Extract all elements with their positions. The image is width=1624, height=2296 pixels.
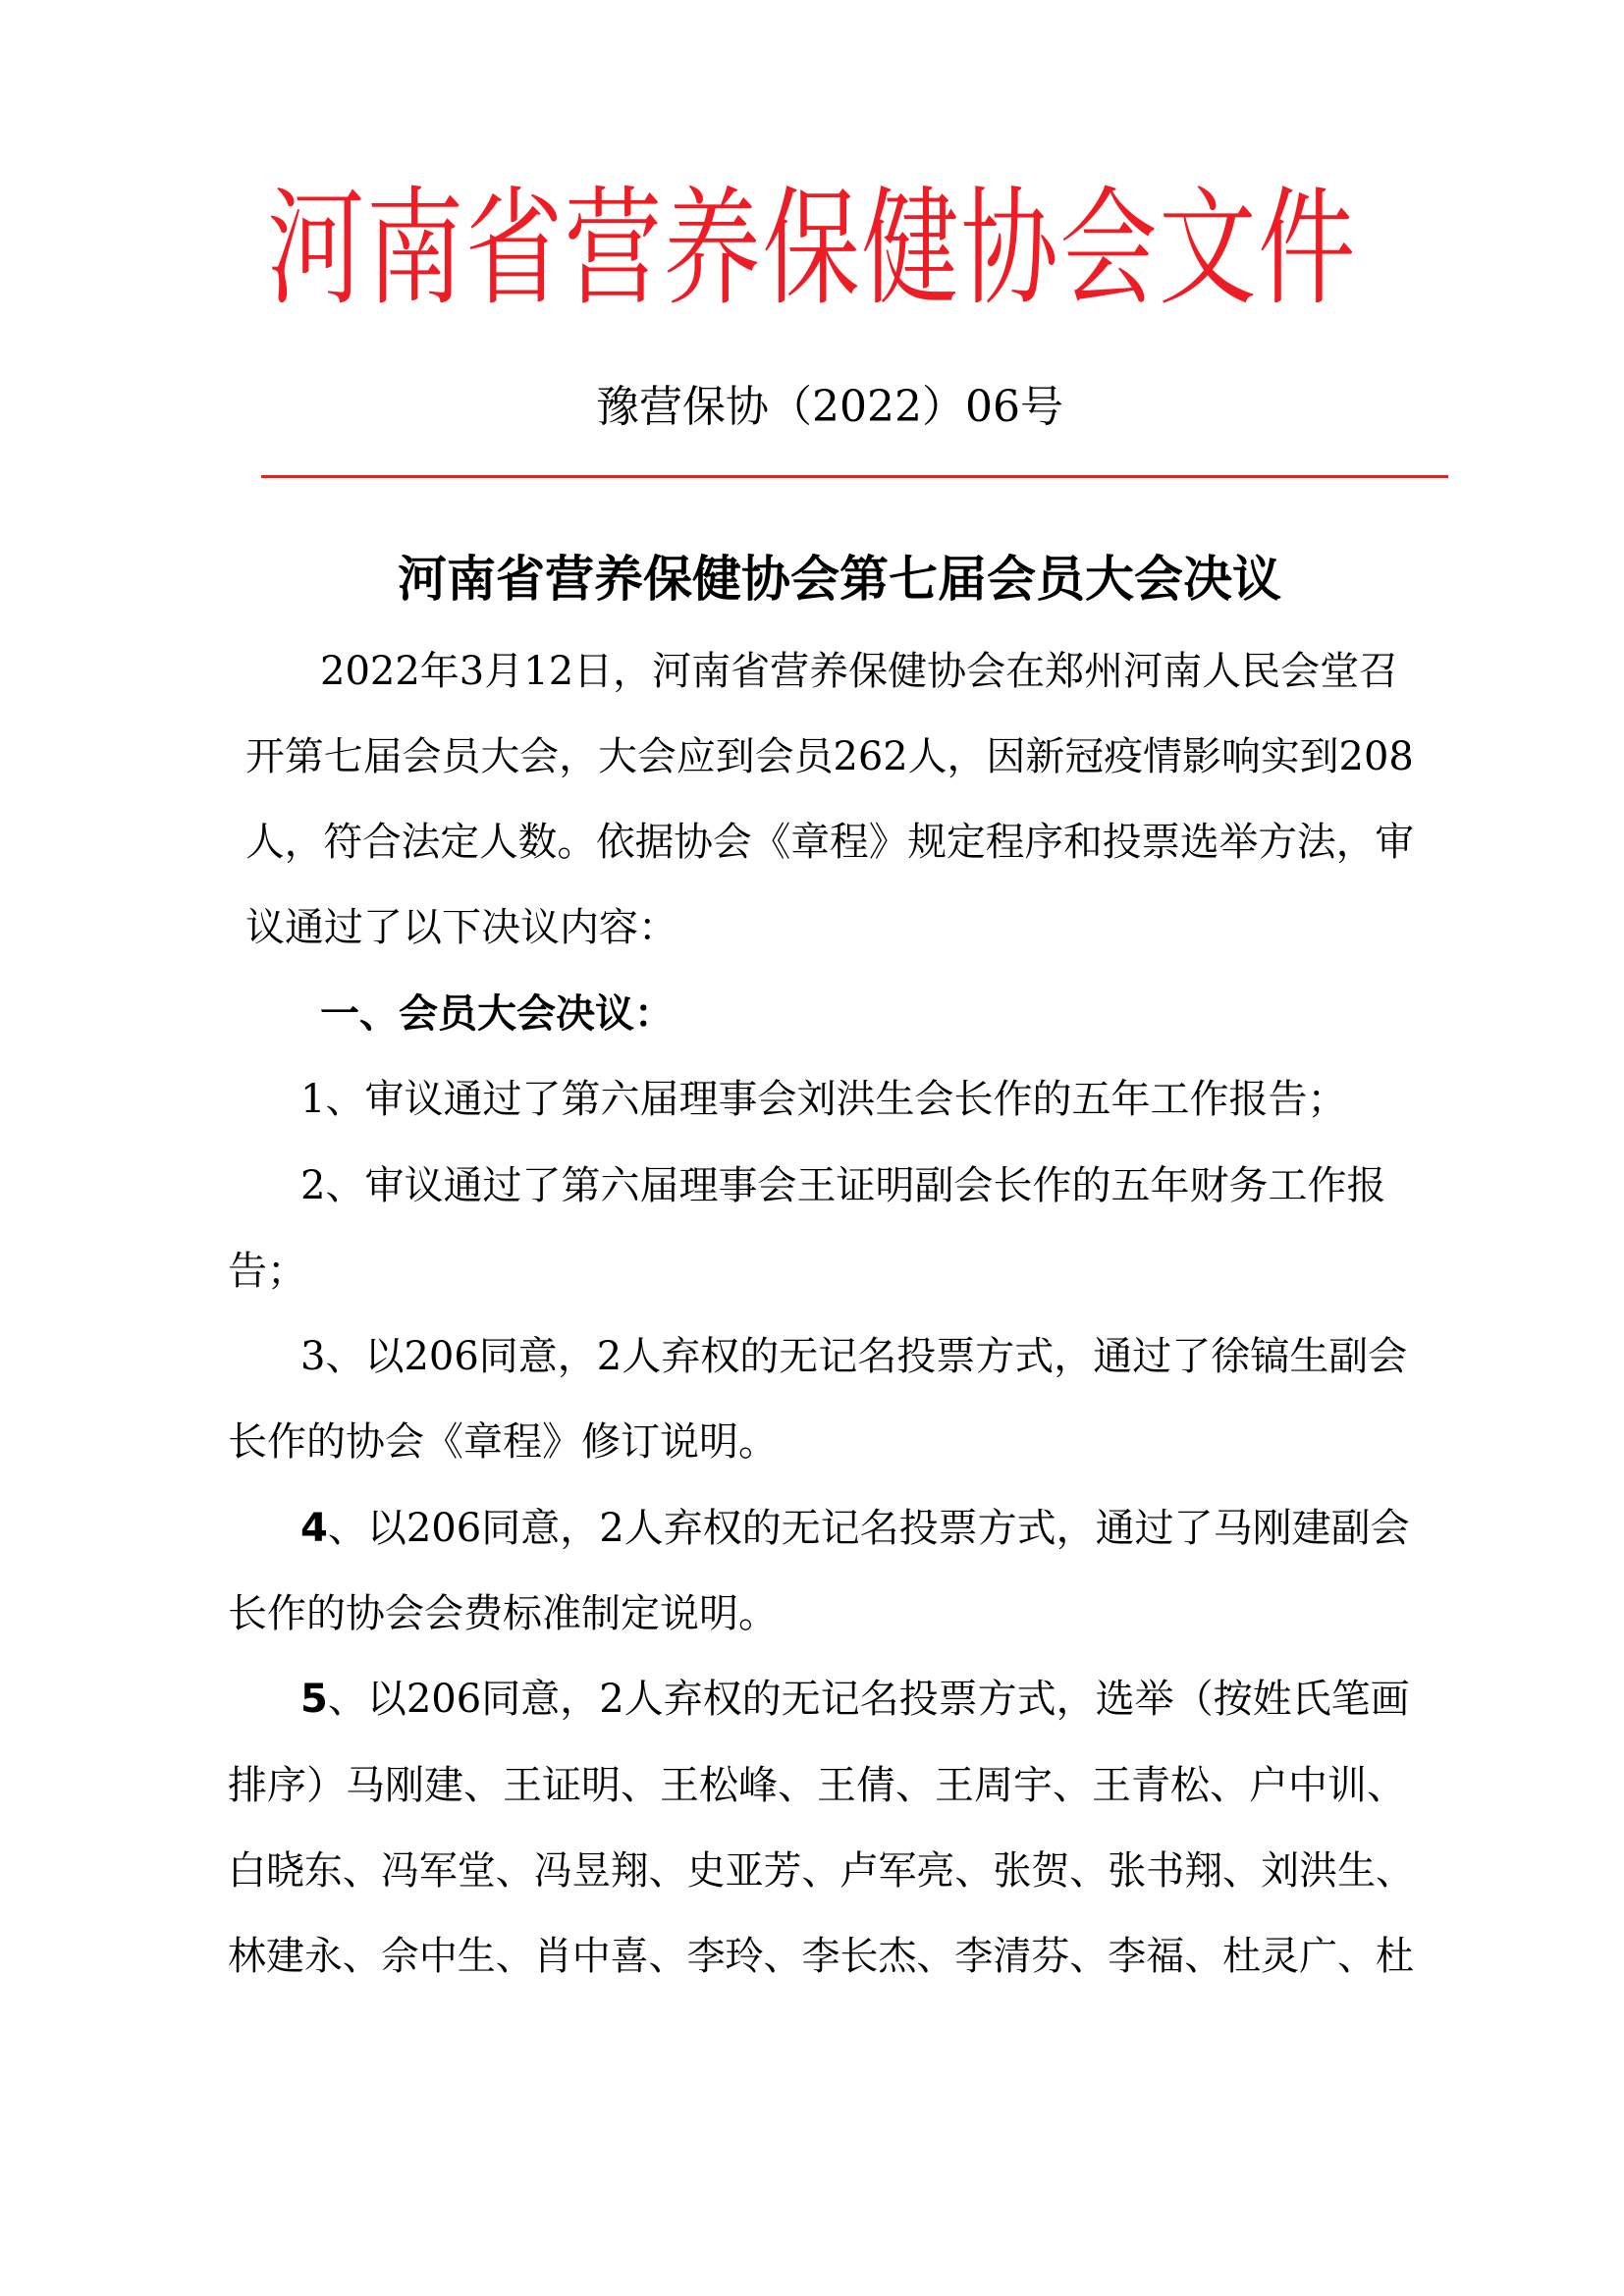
resolution-item-2: 2、审议通过了第六届理事会王证明副会长作的五年财务工作报 — [300, 1163, 1386, 1208]
resolution-item-5 — [300, 1670, 1410, 1729]
masthead-title — [0, 167, 1624, 324]
item-number: 4 — [300, 1506, 328, 1551]
resolution-item-3: 3、以206同意，2人弃权的无记名投票方式，通过了徐镐生副会 — [300, 1334, 1408, 1379]
resolution-item-5-cont: 排序）马刚建、王证明、王松峰、王倩、王周宇、王青松、户中训、 — [228, 1763, 1406, 1808]
document-number: 豫营保协（2022）06号 — [596, 382, 1063, 432]
section-heading: 一、会员大会决议： — [320, 991, 674, 1037]
resolution-item-4-cont: 长作的协会会费标准制定说明。 — [228, 1591, 778, 1636]
masthead-text: 河南省营养保健协会文件 — [266, 175, 1358, 324]
resolution-item-1: 1、审议通过了第六届理事会刘洪生会长作的五年工作报告； — [300, 1077, 1347, 1122]
red-divider-line — [261, 475, 1448, 478]
item-text: 、以206同意，2人弃权的无记名投票方式，选举（按姓氏笔画 — [327, 1677, 1410, 1722]
resolution-item-3-cont: 长作的协会《章程》修订说明。 — [228, 1419, 778, 1465]
item-text: 、以206同意，2人弃权的无记名投票方式，通过了马刚建副会 — [327, 1506, 1410, 1551]
intro-line: 开第七届会员大会，大会应到会员262人，因新冠疫情影响实到208 — [245, 734, 1414, 779]
intro-line: 2022年3月12日，河南省营养保健协会在郑州河南人民会堂召 — [320, 649, 1399, 694]
resolution-item-5-cont: 林建永、佘中生、肖中喜、李玲、李长杰、李清芬、李福、杜灵广、杜 — [228, 1934, 1415, 1979]
resolution-item-2-cont: 告； — [228, 1249, 306, 1294]
resolution-item-5-cont: 白晓东、冯军堂、冯昱翔、史亚芳、卢军亮、张贺、张书翔、刘洪生、 — [228, 1848, 1415, 1894]
intro-line: 议通过了以下决议内容： — [245, 905, 677, 950]
resolution-item-4 — [300, 1499, 1410, 1558]
document-title: 河南省营养保健协会第七届会员大会决议 — [398, 551, 1281, 608]
intro-line: 人，符合法定人数。依据协会《章程》规定程序和投票选举方法，审 — [245, 820, 1415, 865]
item-number: 5 — [300, 1677, 328, 1722]
